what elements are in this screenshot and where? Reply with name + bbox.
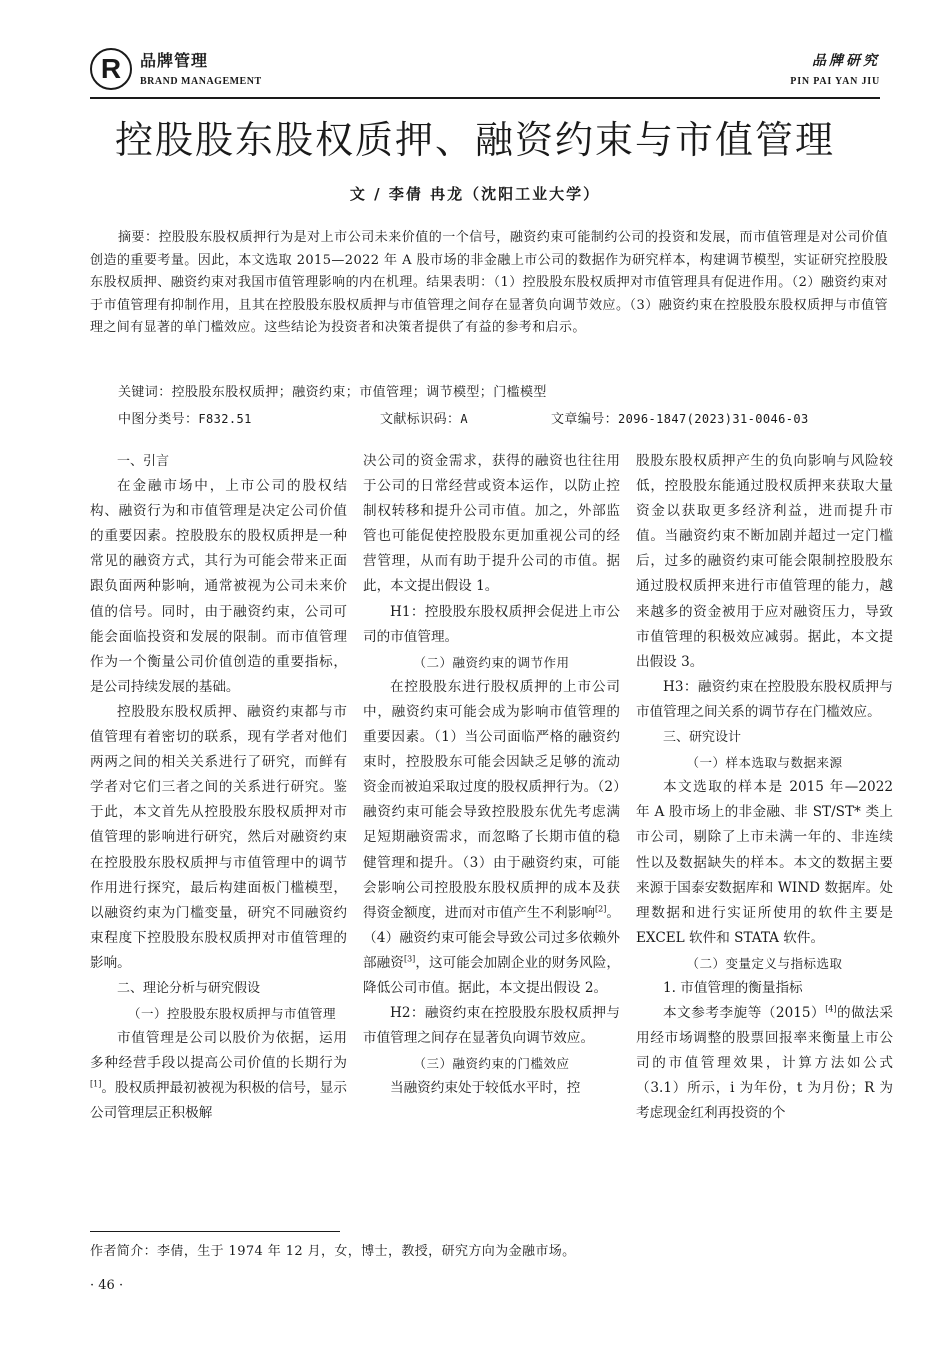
body-column-1 [90, 449, 347, 1127]
section-name-en: BRAND MANAGEMENT [140, 75, 262, 87]
paragraph: 控股股东股权质押、融资约束都与市值管理有着密切的联系，现有学者对他们两两之间的相关关系进行了研究，而鲜有学者对它们三者之间的关系进行研究。鉴于此，本文首先从控股股东股权质押对市值管理的影响进行研究，然后对融资约束在控股股东股权质押与市值管理中的调节作用进行探究，最后构建面板门槛模型，以融资约束为门槛变量，研究不同融资约束程度下控股股东股权质押对市值管理的影响。 [90, 703, 347, 971]
paragraph: 在金融市场中，上市公司的股权结构、融资行为和市值管理是决定公司价值的重要因素。控股股东的股权质押是一种常见的融资方式，其行为可能会带来正面跟负面两种影响，通常被视为公司未来价值的信号。同时，由于融资约束，公司可能会面临投资和发展的限制。而市值管理作为一个衡量公司价值创造的重要指标，是公司持续发展的基础。 [90, 478, 347, 695]
footnote-rule [90, 1231, 340, 1232]
clc-number: 中图分类号：F832.51 [118, 412, 252, 427]
keywords-label: 关键词： [118, 385, 172, 400]
section-heading: 三、研究设计 [663, 730, 742, 746]
sub-subsection-heading: 1. 市值管理的衡量指标 [663, 979, 803, 996]
paragraph: 股股东股权质押产生的负向影响与风险较低，控股股东能通过股权质押来获取大量资金以获取更多经济利益，进而提升市值。当融资约束不断加剧并超过一定门槛后，过多的融资约束可能会限制控股股东通过股权质押来进行市值管理的能力，越来越多的资金被用于应对融资压力，导致市值管理的积极效应减弱。据此，本文提出假设 3。 [636, 453, 893, 670]
article-number: 文章编号：2096-1847(2023)31-0046-03 [551, 412, 809, 427]
keywords-text: 控股股东股权质押；融资约束；市值管理；调节模型；门槛模型 [171, 385, 547, 400]
citation: [4] [825, 1004, 837, 1014]
magazine-name-en: PIN PAI YAN JIU [790, 76, 880, 87]
subsection-heading: （二）融资约束的调节作用 [413, 654, 570, 670]
article-title: 控股股东股权质押、融资约束与市值管理 [114, 118, 835, 162]
hypothesis: H3：融资约束在控股股东股权质押与市值管理之间关系的调节存在门槛效应。 [636, 678, 893, 720]
subsection-heading: （一）控股股东股权质押与市值管理 [128, 1006, 337, 1022]
author-note-label: 作者简介： [90, 1244, 158, 1259]
header-rule [90, 97, 880, 99]
journal-header-left [90, 44, 262, 94]
brand-block [140, 52, 262, 87]
hypothesis: H2：融资约束在控股股东股权质押与市值管理之间存在显著负向调节效应。 [363, 1005, 620, 1047]
journal-header-right [790, 50, 880, 87]
abstract-label: 摘要： [118, 230, 159, 245]
page-number: · 46 · [90, 1278, 124, 1293]
article-byline: 文 / 李倩 冉龙（沈阳工业大学） [349, 185, 601, 203]
citation: [3] [403, 954, 416, 964]
keywords [118, 381, 547, 400]
section-heading: 一、引言 [117, 454, 170, 469]
subsection-heading: （一）样本选取与数据来源 [686, 755, 843, 771]
paragraph: 在控股股东进行股权质押的上市公司中，融资约束可能会成为影响市值管理的重要因素。（1）当公司面临严格的融资约束时，控股股东可能会因缺乏足够的流动资金而被迫采取过度的股权质押行为。（2）融资约束可能会导致控股股东优先考虑满足短期融资需求，而忽略了长期市值的稳健管理和提升。（3）由于融资约束，可能会影响公司控股股东股权质押的成本及获得资金额度，进而对市值产生不利影响[2]。（4）融资约束可能会导致公司过多依赖外部融资[3]，这可能会加剧企业的财务风险，降低公司市值。据此，本文提出假设 2。 [363, 678, 621, 996]
body-column-3 [636, 449, 893, 1127]
author-note [90, 1240, 576, 1259]
subsection-heading: （三）融资约束的门槛效应 [413, 1056, 570, 1072]
paragraph: 本文选取的样本是 2015 年—2022 年 A 股市场上的非金融、非 ST/ST* 类上市公司，剔除了上市未满一年的、非连续性以及数据缺失的样本。本文的数据主要来源于国泰安数据库和 WIND 数据库。处理数据和进行实证所使用的软件主要是 EXCEL 软件和 STATA 软件。 [636, 779, 893, 946]
paragraph: 决公司的资金需求，获得的融资也往往用于公司的日常经营或资本运作，以防止控制权转移和提升公司市值。加之，外部监管也可能促使控股股东更加重视公司的经营管理，从而有助于提升公司的市值。据此，本文提出假设 1。 [363, 453, 620, 595]
subsection-heading: （二）变量定义与指标选取 [686, 955, 843, 971]
abstract [90, 227, 888, 340]
registered-logo: R [90, 48, 132, 90]
citation: [1] [90, 1079, 102, 1089]
paragraph: 市值管理是公司以股价为依据，运用多种经营手段以提高公司价值的长期行为[1]。股权质押最初被视为积极的信号，显示公司管理层正积极解 [90, 1030, 347, 1122]
section-name-cn: 品牌管理 [140, 50, 209, 70]
citation: [2] [595, 904, 607, 914]
paragraph: 本文参考李旎等（2015）[4]的做法采用经市场调整的股票回报率来衡量上市公司的市值管理效果，计算方法如公式（3.1）所示，i 为年份，t 为月份；R 为考虑现金红利再投资的个 [636, 1004, 893, 1122]
magazine-name-cn: 品牌研究 [812, 53, 880, 69]
body-column-2 [363, 449, 620, 1101]
paragraph: 当融资约束处于较低水平时，控 [390, 1080, 581, 1097]
section-heading: 二、理论分析与研究假设 [117, 980, 261, 996]
hypothesis: H1：控股股东股权质押会促进上市公司的市值管理。 [363, 603, 620, 645]
abstract-text: 控股股东股权质押行为是对上市公司未来价值的一个信号，融资约束可能制约公司的投资和发展，而市值管理是对公司价值创造的重要考量。因此，本文选取 2015—2022 年 A 股市场的非金融上市公司的数据作为研究样本，构建调节模型，实证研究控股股东股权质押、融资约束对我国市值管理影响的内在机理。结果表明：（1）控股股东股权质押对市值管理具有促进作用。（2）融资约束对于市值管理有抑制作用，且其在控股股东股权质押与市值管理之间存在显著负向调节效应。（3）融资约束在控股股东股权质押与市值管理之间有显著的单门槛效应。这些结论为投资者和决策者提供了有益的参考和启示。 [90, 230, 889, 336]
author-note-text: 李倩，生于 1974 年 12 月，女，博士，教授，研究方向为金融市场。 [157, 1244, 576, 1259]
document-code: 文献标识码：A [380, 412, 469, 427]
